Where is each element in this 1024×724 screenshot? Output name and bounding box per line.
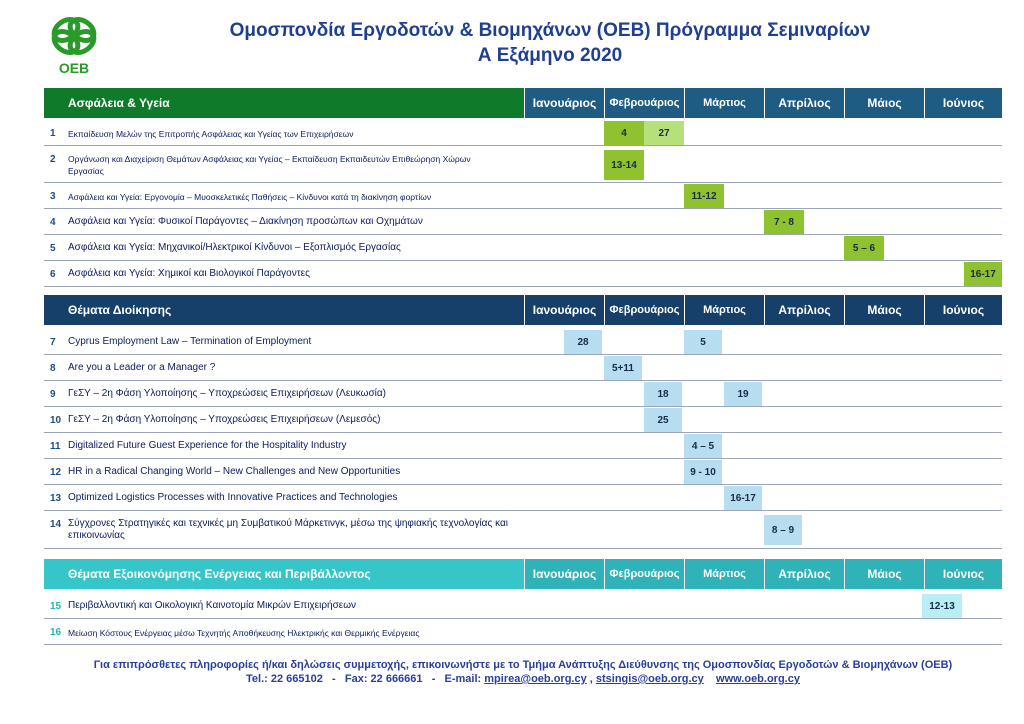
- month-header: Φεβρουάριος: [604, 88, 684, 118]
- seminar-title: Μείωση Κόστους Ενέργειας μέσω Τεχνητής Αποθήκευσης Ηλεκτρικής και Θερμικής Ενέργειας: [68, 628, 420, 638]
- seminar-title: HR in a Radical Changing World – New Challenges and New Opportunities: [68, 466, 401, 477]
- date-cell: 27: [644, 121, 684, 145]
- row-number: 10: [50, 415, 62, 426]
- date-cell: 19: [724, 382, 762, 406]
- month-header: Ιούνιος: [924, 88, 1002, 118]
- seminar-title: Optimized Logistics Processes with Innovative Practices and Technologies: [68, 492, 398, 503]
- seminar-row: [44, 433, 1002, 459]
- seminar-row: [44, 619, 1002, 645]
- section-header-safety: [44, 88, 1002, 118]
- section-header-management: [44, 295, 1002, 325]
- seminar-title: Cyprus Employment Law – Termination of Employment: [68, 336, 312, 347]
- row-number: 12: [50, 467, 62, 478]
- date-cell: 9 - 10: [684, 460, 722, 484]
- month-header: Απρίλιος: [764, 88, 844, 118]
- seminar-row: [44, 146, 1002, 183]
- footer-info: Για επιπρόσθετες πληροφορίες ή/και δηλώσεις συμμετοχής, επικοινωνήστε με το Τμήμα Ανάπτυξης Διεύθυνσης της Ομοσπονδίας Εργοδοτών & Βιομηχάνων (ΟΕΒ): [93, 659, 953, 671]
- seminar-row: [44, 329, 1002, 355]
- month-header: Ιούνιος: [924, 295, 1002, 325]
- section-header-energy: [44, 559, 1002, 589]
- month-header: Απρίλιος: [764, 559, 844, 589]
- seminar-title: Οργάνωση και Διαχείριση Θεμάτων Ασφάλειας και Υγείας – Εκπαίδευση Εκπαιδευτών Επιθεώρηση Χώρων Εργασίας: [68, 154, 471, 176]
- date-cell: 11-12: [684, 184, 724, 208]
- date-cell: 16-17: [724, 486, 762, 510]
- date-cell: 8 – 9: [764, 515, 802, 545]
- page-subtitle: Α Εξάμηνο 2020: [477, 45, 623, 66]
- seminar-title: Ασφάλεια και Υγεία: Μηχανικοί/Ηλεκτρικοί Κίνδυνοι – Εξοπλισμός Εργασίας: [68, 242, 401, 253]
- seminar-title: Digitalized Future Guest Experience for the Hospitality Industry: [68, 440, 347, 451]
- oeb-logo-icon: [44, 12, 104, 62]
- seminar-row: [44, 120, 1002, 146]
- date-cell: 7 - 8: [764, 210, 804, 234]
- seminar-title: Σύγχρονες Στρατηγικές και τεχνικές μη Συμβατικού Μάρκετινγκ, μέσω της ψηφιακής τεχνολογίας και επικοινωνίας: [68, 518, 508, 541]
- month-header: Φεβρουάριος: [604, 295, 684, 325]
- row-number: 16: [50, 627, 62, 638]
- seminar-title: Ασφάλεια και Υγεία: Εργονομία – Μυοσκελετικές Παθήσεις – Κίνδυνοι κατά τη διακίνηση φορτίων: [68, 192, 432, 202]
- month-header: Ιανουάριος: [524, 559, 604, 589]
- seminar-row: [44, 381, 1002, 407]
- month-header: Μάιος: [844, 295, 924, 325]
- row-number: 6: [50, 269, 56, 280]
- date-cell: 5: [684, 330, 722, 354]
- seminar-row: [44, 511, 1002, 549]
- email-link-stsingis[interactable]: stsingis@oeb.org.cy: [595, 673, 704, 685]
- date-cell: 18: [644, 382, 682, 406]
- row-number: 8: [50, 363, 56, 374]
- footer-contacts: Tel.: 22 665102 - Fax: 22 666661 - E-mail: mpirea@oeb.org.cy , stsingis@oeb.org.cy www.oeb.org.cy: [246, 673, 800, 685]
- month-header: Μάιος: [844, 559, 924, 589]
- seminar-title: Are you a Leader or a Manager ?: [68, 362, 216, 373]
- section-title: Θέματα Διοίκησης: [44, 295, 524, 325]
- row-number: 1: [50, 128, 56, 139]
- date-cell: 12-13: [922, 594, 962, 618]
- row-number: 15: [50, 601, 62, 612]
- date-cell: 4: [604, 121, 644, 145]
- seminar-row: [44, 235, 1002, 261]
- section-title: Θέματα Εξοικονόμησης Ενέργειας και Περιβάλλοντος: [44, 559, 524, 589]
- seminar-title: Περιβαλλοντική και Οικολογική Καινοτομία Μικρών Επιχειρήσεων: [68, 600, 357, 611]
- date-cell: 28: [564, 330, 602, 354]
- email-link-mpirea[interactable]: mpirea@oeb.org.cy: [484, 673, 587, 685]
- seminar-row: [44, 593, 1002, 619]
- date-cell: 4 – 5: [684, 434, 722, 458]
- row-number: 14: [50, 519, 62, 530]
- date-cell: 25: [644, 408, 682, 432]
- row-number: 2: [50, 154, 56, 165]
- section-title: Ασφάλεια & Υγεία: [44, 88, 524, 118]
- seminar-row: [44, 183, 1002, 209]
- date-cell: 16-17: [964, 262, 1002, 286]
- website-link[interactable]: www.oeb.org.cy: [716, 673, 800, 685]
- month-header: Απρίλιος: [764, 295, 844, 325]
- seminar-title: Εκπαίδευση Μελών της Επιτροπής Ασφάλειας και Υγείας των Επιχειρήσεων: [68, 129, 354, 139]
- month-header: Μάρτιος: [684, 559, 764, 589]
- seminar-title: Ασφάλεια και Υγεία: Φυσικοί Παράγοντες – Διακίνηση προσώπων και Οχημάτων: [68, 216, 423, 227]
- seminar-row: [44, 407, 1002, 433]
- date-cell: 5+11: [604, 356, 642, 380]
- row-number: 9: [50, 389, 56, 400]
- seminar-row: [44, 209, 1002, 235]
- month-header: Ιούνιος: [924, 559, 1002, 589]
- seminar-row: [44, 355, 1002, 381]
- row-number: 11: [50, 441, 61, 452]
- row-number: 7: [50, 337, 56, 348]
- oeb-logo: [44, 12, 104, 78]
- month-header: Φεβρουάριος: [604, 559, 684, 589]
- row-number: 13: [50, 493, 62, 504]
- row-number: 5: [50, 243, 56, 254]
- footer-email-label: E-mail:: [444, 673, 482, 685]
- seminar-title: ΓεΣΥ – 2η Φάση Υλοποίησης – Υποχρεώσεις Επιχειρήσεων (Λευκωσία): [68, 388, 386, 399]
- seminar-row: [44, 485, 1002, 511]
- seminar-title: ΓεΣΥ – 2η Φάση Υλοποίησης – Υποχρεώσεις Επιχειρήσεων (Λεμεσός): [68, 414, 381, 425]
- month-header: Ιανουάριος: [524, 295, 604, 325]
- page-title: Ομοσπονδία Εργοδοτών & Βιομηχάνων (ΟΕΒ) Πρόγραμμα Σεμιναρίων: [229, 20, 871, 41]
- footer-fax: Fax: 22 666661: [344, 673, 423, 685]
- row-number: 3: [50, 191, 56, 202]
- date-cell: 5 – 6: [844, 236, 884, 260]
- logo-text: OEB: [58, 60, 90, 76]
- seminar-title: Ασφάλεια και Υγεία: Χημικοί και Βιολογικοί Παράγοντες: [68, 268, 310, 279]
- row-number: 4: [50, 217, 56, 228]
- month-header: Μάρτιος: [684, 295, 764, 325]
- month-header: Ιανουάριος: [524, 88, 604, 118]
- footer-tel: Tel.: 22 665102: [246, 673, 323, 685]
- date-cell: 13-14: [604, 150, 644, 180]
- seminar-row: [44, 261, 1002, 287]
- month-header: Μάρτιος: [684, 88, 764, 118]
- seminar-row: [44, 459, 1002, 485]
- month-header: Μάιος: [844, 88, 924, 118]
